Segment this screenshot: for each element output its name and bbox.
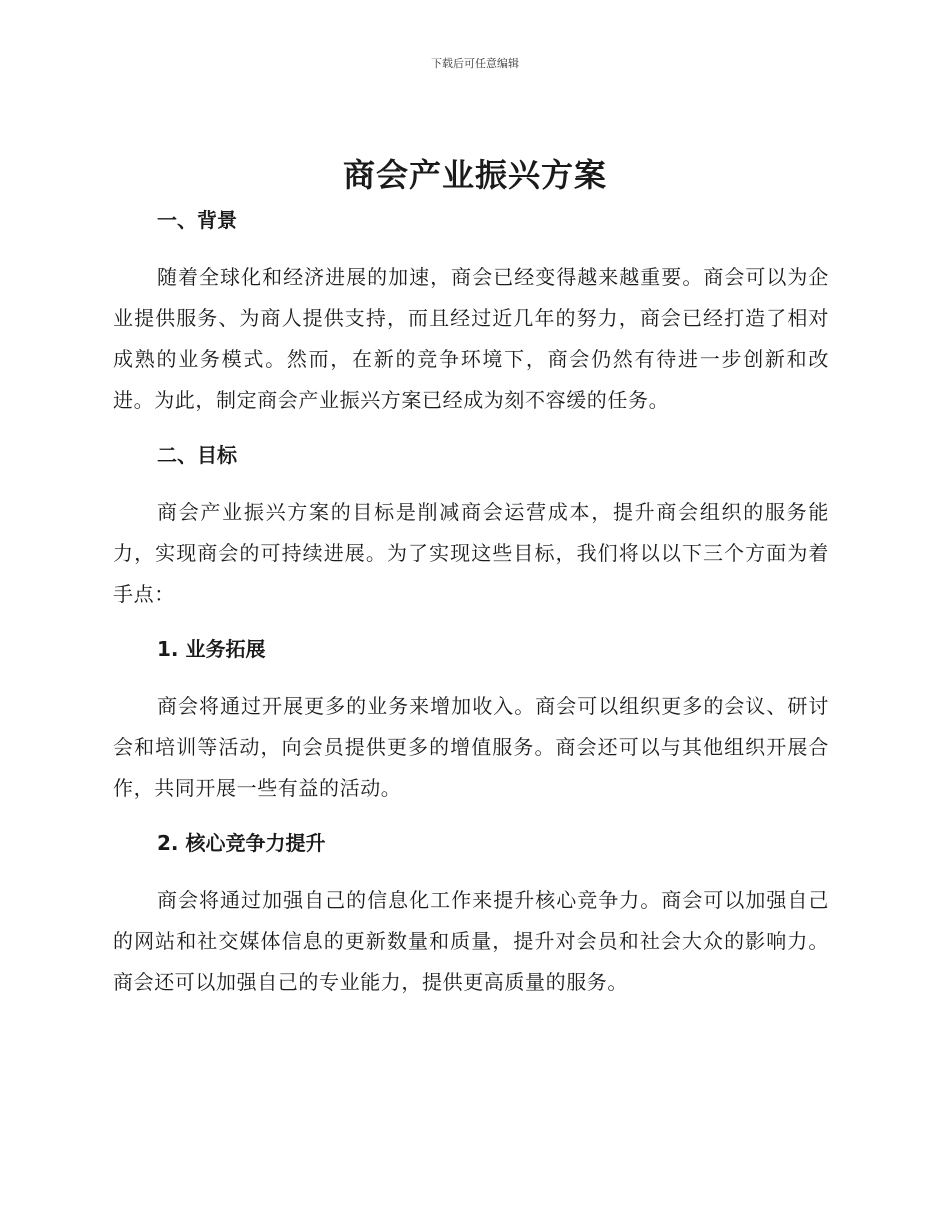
page-header-note: 下载后可任意编辑 <box>431 57 519 70</box>
section-heading-business-expansion: 1. 业务拓展 <box>157 637 266 661</box>
section-paragraph-background: 随着全球化和经济进展的加速，商会已经变得越来越重要。商会可以为企业提供服务、为商人提供支持，而且经过近几年的努力，商会已经打造了相对成熟的业务模式。然而，在新的竞争环境下，商会仍然有待进一步创新和改进。为此，制定商会产业振兴方案已经成为刻不容缓的任务。 <box>113 265 829 412</box>
document-title: 商会产业振兴方案 <box>342 156 607 194</box>
section-heading-goals: 二、目标 <box>157 443 237 467</box>
section-paragraph-goals: 商会产业振兴方案的目标是削减商会运营成本，提升商会组织的服务能力，实现商会的可持续进展。为了实现这些目标，我们将以以下三个方面为着手点： <box>113 500 829 606</box>
section-heading-core-competitiveness: 2. 核心竞争力提升 <box>157 831 326 855</box>
section-paragraph-business-expansion: 商会将通过开展更多的业务来增加收入。商会可以组织更多的会议、研讨会和培训等活动，向会员提供更多的增值服务。商会还可以与其他组织开展合作，共同开展一些有益的活动。 <box>113 694 829 800</box>
document-body <box>113 203 829 1003</box>
section-paragraph-core-competitiveness: 商会将通过加强自己的信息化工作来提升核心竞争力。商会可以加强自己的网站和社交媒体信息的更新数量和质量，提升对会员和社会大众的影响力。商会还可以加强自己的专业能力，提供更高质量的服务。 <box>113 888 829 994</box>
section-heading-background: 一、背景 <box>157 208 237 232</box>
